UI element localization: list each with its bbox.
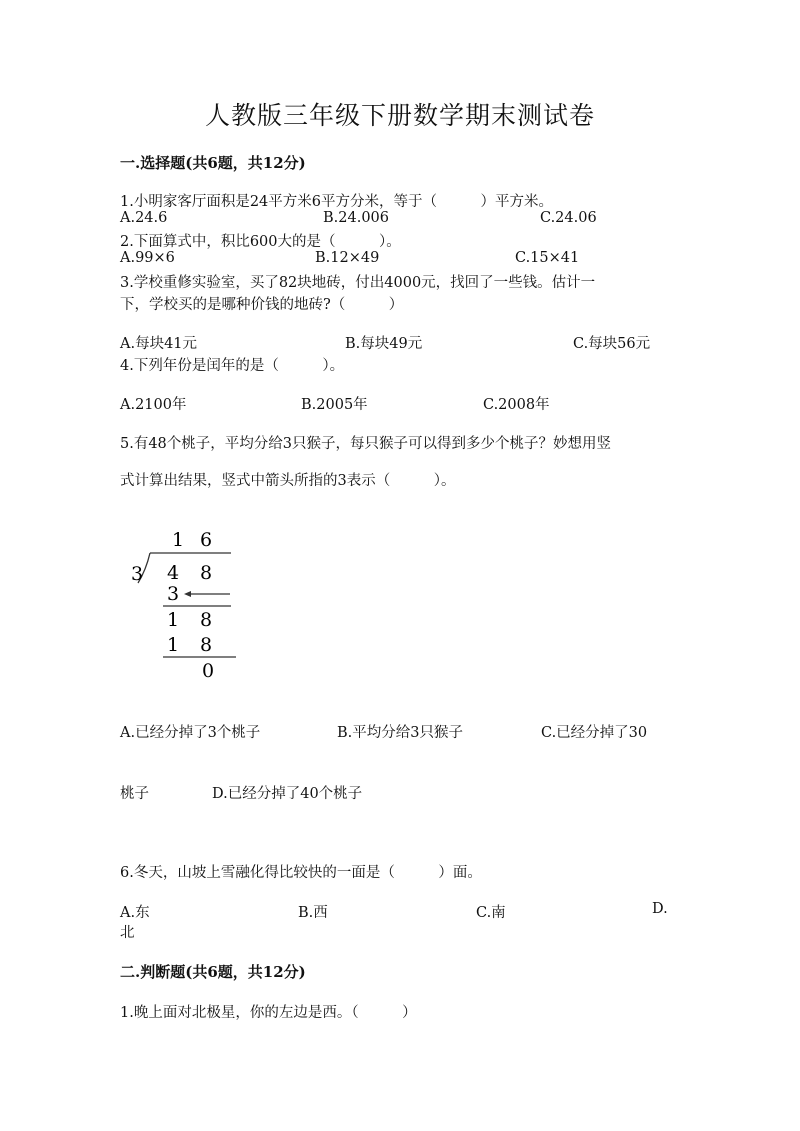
question-2-option-a: A.99×6 [120,250,175,266]
section-heading-choice: 一.选择题(共6题，共12分) [120,154,306,172]
dividend-digit-2: 8 [200,562,213,584]
step1-product: 3 [167,583,180,605]
question-5-option-a: A.已经分掉了3个桃子 [120,725,261,741]
question-5-option-c: C.已经分掉了30 [541,725,648,741]
step3-digit-2: 8 [200,634,213,656]
section-heading-judgment: 二.判断题(共6题，共12分) [120,963,306,981]
long-division-figure [120,522,250,687]
question-6-option-b: B.西 [298,905,328,921]
question-6-text: 6.冬天，山坡上雪融化得比较快的一面是（ ）面。 [120,865,482,881]
question-4-text: 4.下列年份是闰年的是（ ）。 [120,358,345,374]
question-3-text-line2: 下，学校买的是哪种价钱的地砖?（ ） [120,297,404,313]
question-6-option-d-wrap: 北 [120,925,135,941]
question-1-option-a: A.24.6 [120,210,168,226]
question-4-option-a: A.2100年 [120,397,187,413]
question-5-text-line2: 式计算出结果，竖式中箭头所指的3表示（ ）。 [120,473,456,489]
question-2-text: 2.下面算式中，积比600大的是（ ）。 [120,234,401,250]
quotient-digit-1: 1 [172,529,185,551]
question-5-text-line1: 5.有48个桃子，平均分给3只猴子，每只猴子可以得到多少个桃子？妙想用竖 [120,436,612,452]
question-4-option-b: B.2005年 [301,397,368,413]
step2-digit-1: 1 [167,609,180,631]
arrow-icon [184,591,191,597]
question-4-option-c: C.2008年 [483,397,550,413]
question-1-option-b: B.24.006 [323,210,390,226]
question-5-option-c-wrap: 桃子 [120,786,149,802]
question-3-option-c: C.每块56元 [573,336,651,352]
question-2-option-b: B.12×49 [315,250,380,266]
divisor: 3 [131,563,144,585]
question-3-option-a: A.每块41元 [120,336,198,352]
question-3-option-b: B.每块49元 [345,336,423,352]
question-5-option-d: D.已经分掉了40个桃子 [212,786,363,802]
question-5-option-b: B.平均分给3只猴子 [337,725,463,741]
question-1-text: 1.小明家客厅面积是24平方米6平方分米，等于（ ）平方米。 [120,194,554,210]
step2-digit-2: 8 [200,609,213,631]
judgment-question-1-text: 1.晚上面对北极星，你的左边是西。（ ） [120,1005,417,1021]
question-6-option-a: A.东 [120,905,150,921]
question-6-option-d: D. [652,901,668,917]
question-2-option-c: C.15×41 [515,250,580,266]
quotient-digit-2: 6 [200,529,213,551]
step3-digit-1: 1 [167,634,180,656]
question-3-text-line1: 3.学校重修实验室，买了82块地砖，付出4000元，找回了一些钱。估计一 [120,275,596,291]
dividend-digit-1: 4 [167,562,180,584]
question-6-option-c: C.南 [476,905,506,921]
page-title: 人教版三年级下册数学期末测试卷 [204,101,595,130]
remainder: 0 [202,660,215,682]
question-1-option-c: C.24.06 [540,210,597,226]
